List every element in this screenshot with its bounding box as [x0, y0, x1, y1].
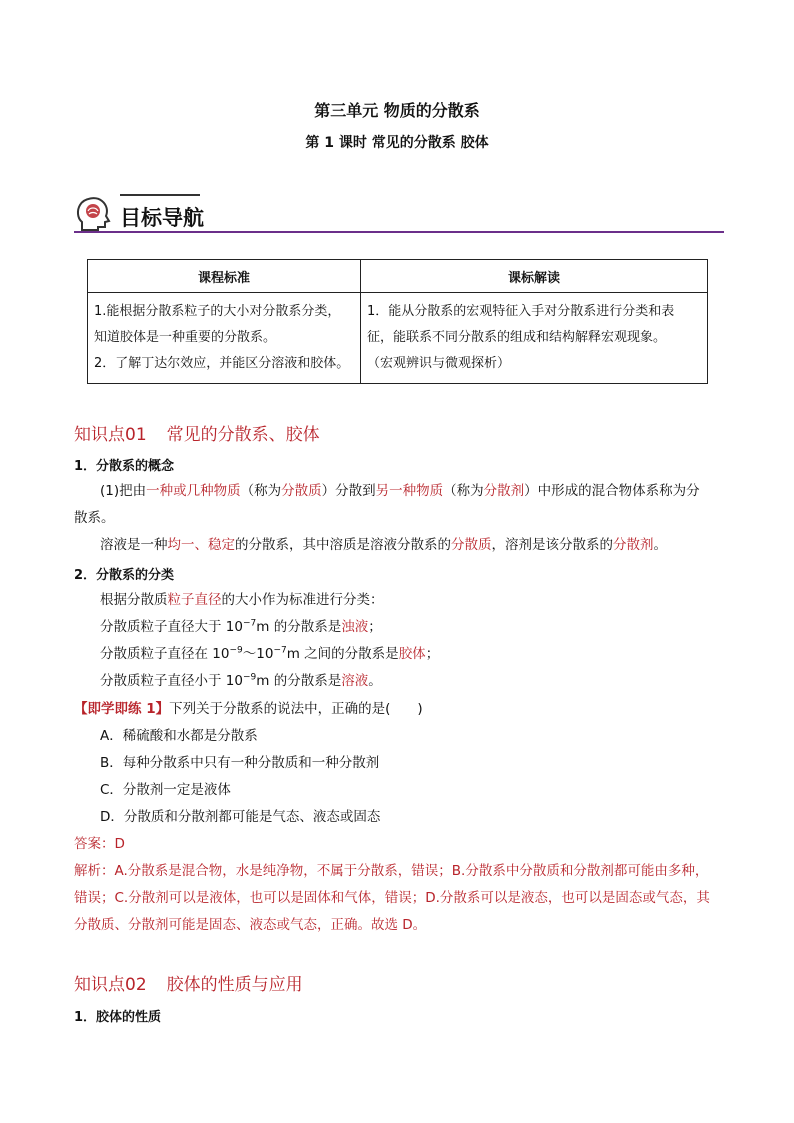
table-header-interpretation: 课标解读 — [361, 260, 708, 293]
text: 分散质粒子直径小于 10 — [100, 673, 243, 689]
text: （称为 — [443, 483, 484, 499]
text: 。 — [653, 537, 667, 553]
option-c: C．分散剂一定是液体 — [100, 782, 231, 798]
cell-line: （宏观辨识与微观探析） — [367, 356, 511, 371]
highlight: 一种或几种物质 — [146, 483, 241, 499]
cell-line: 征，能联系不同分散系的组成和结构解释宏观现象。 — [367, 330, 667, 345]
cell-line: 1.能根据分散系粒子的大小对分散系分类， — [94, 304, 341, 319]
text: m 的分散系是 — [256, 673, 342, 689]
text: ～10 — [242, 646, 274, 662]
option-b: B．每种分散系中只有一种分散质和一种分散剂 — [100, 755, 380, 771]
text: ）中形成的混合物体系称为分 — [524, 483, 700, 499]
page-subtitle: 第 1 课时 常见的分散系 胶体 — [305, 135, 489, 151]
highlight: 粒子直径 — [167, 592, 222, 608]
nav-top-rule — [120, 194, 200, 196]
highlight: 胶体 — [398, 646, 426, 662]
text: (1)把由 — [100, 483, 147, 499]
analysis-line: 解析：A.分散系是混合物，水是纯净物，不属于分散系，错误；B.分散系中分散质和分散剂都可能由多种， — [74, 863, 709, 879]
paragraph — [100, 532, 667, 559]
head-brain-icon — [74, 194, 114, 234]
text: ； — [425, 646, 440, 662]
kp-title: 常见的分散系、胶体 — [166, 425, 320, 445]
table-row — [88, 293, 708, 384]
text: 分散质粒子直径大于 10 — [100, 619, 243, 635]
highlight: 浊液 — [341, 619, 369, 635]
paragraph — [100, 614, 382, 641]
text: 分散质粒子直径在 10 — [100, 646, 230, 662]
nav-heading: 目标导航 — [120, 206, 204, 230]
standards-table — [87, 259, 708, 384]
highlight: 均一、稳定 — [167, 537, 235, 553]
highlight: 分散剂 — [613, 537, 654, 553]
highlight: 溶液 — [341, 673, 369, 689]
paragraph — [100, 478, 730, 505]
table-header-row — [88, 260, 708, 293]
exponent: −9 — [229, 645, 243, 656]
answer: 答案：D — [74, 836, 125, 852]
highlight: 分散质 — [451, 537, 492, 553]
question-text: 下列关于分散系的说法中，正确的是( ) — [169, 701, 423, 717]
text: （称为 — [240, 483, 282, 499]
knowledge-point-2-heading — [74, 970, 303, 995]
paragraph — [100, 668, 382, 695]
exponent: −9 — [242, 672, 257, 683]
cell-line: 知道胶体是一种重要的分散系。 — [94, 330, 277, 345]
text: ； — [368, 619, 382, 635]
target-nav-header — [74, 190, 724, 236]
analysis-line: 错误；C.分散剂可以是液体，也可以是固体和气体，错误；D.分散系可以是液态，也可以是固态或气态，其 — [74, 890, 710, 906]
option-d: D．分散质和分散剂都可能是气态、液态或固态 — [100, 809, 381, 825]
kp-title: 胶体的性质与应用 — [166, 975, 303, 995]
exponent: −7 — [273, 645, 287, 656]
analysis-line: 分散质、分散剂可能是固态、液态或气态，正确。故选 D。 — [74, 917, 427, 933]
text: 。 — [368, 673, 382, 689]
standards-cell — [88, 293, 361, 384]
text: m 的分散系是 — [256, 619, 342, 635]
section-heading: 1．胶体的性质 — [74, 1010, 162, 1025]
text: ）分散到 — [321, 483, 376, 499]
knowledge-point-1-heading — [74, 420, 320, 445]
paragraph — [100, 641, 439, 668]
paragraph — [100, 587, 384, 614]
text: 溶液是一种 — [100, 537, 168, 553]
text: 根据分散质 — [100, 592, 168, 608]
section-heading: 2．分散系的分类 — [74, 568, 175, 583]
page-title: 第三单元 物质的分散系 — [314, 101, 480, 120]
highlight: 另一种物质 — [375, 483, 444, 499]
exercise-label: 【即学即练 1】 — [74, 701, 170, 717]
section-heading: 1．分散系的概念 — [74, 459, 175, 474]
option-a: A．稀硫酸和水都是分散系 — [100, 728, 258, 744]
kp-number: 知识点02 — [74, 975, 147, 995]
exercise-question — [74, 696, 423, 723]
exponent: −7 — [242, 618, 257, 629]
cell-line: 2．了解丁达尔效应，并能区分溶液和胶体。 — [94, 356, 350, 371]
interpretation-cell — [361, 293, 708, 384]
highlight: 分散质 — [281, 483, 322, 499]
cell-line: 1．能从分散系的宏观特征入手对分散系进行分类和表 — [367, 304, 675, 319]
nav-underline — [74, 231, 724, 233]
text: 的分散系，其中溶质是溶液分散系的 — [235, 537, 451, 553]
kp-number: 知识点01 — [74, 425, 147, 445]
text: 的大小作为标准进行分类： — [221, 592, 384, 608]
table-header-standards: 课程标准 — [88, 260, 361, 293]
paragraph-continued: 散系。 — [74, 510, 115, 526]
highlight: 分散剂 — [483, 483, 525, 499]
text: ，溶剂是该分散系的 — [491, 537, 613, 553]
text: m 之间的分散系是 — [286, 646, 399, 662]
